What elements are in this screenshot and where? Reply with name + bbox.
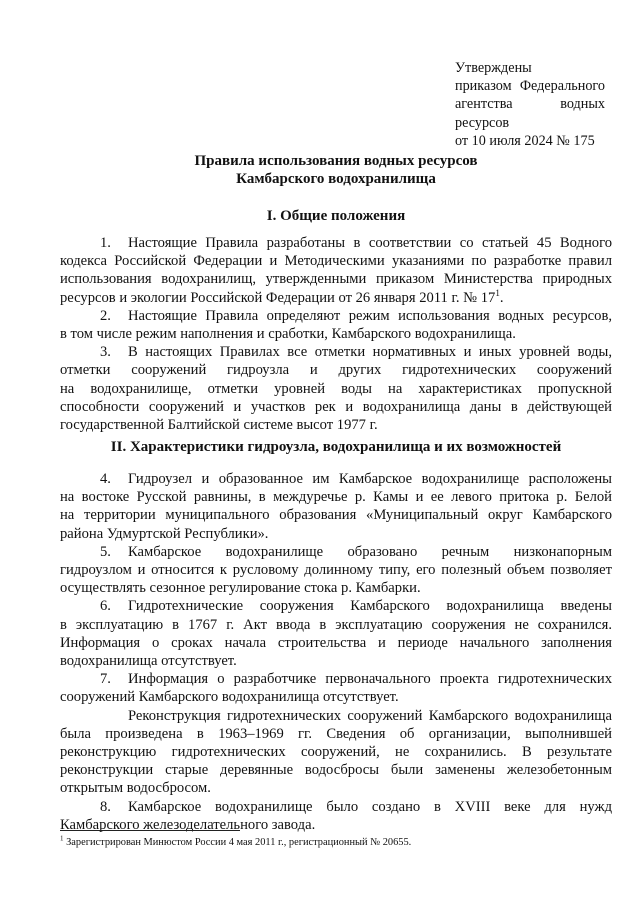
paragraph-text: Гидротехнические сооружения Камбарского водохранилища введены [128,598,612,615]
paragraph-text: на водохранилище, отметки уровней воды на характеристиках пропускной [60,380,612,397]
paragraph-7-continued [60,707,612,798]
paragraph-text: способности сооружений и участков рек и водохранилища даны в действующей [60,398,612,415]
paragraph-7 [60,670,612,706]
approval-word: приказом [455,78,512,95]
approval-line: от 10 июля 2024 № 175 [455,132,595,149]
paragraph-text: Настоящие Правила определяют режим использования водных ресурсов, [128,307,612,324]
paragraph-text: Реконструкция гидротехнических сооружений Камбарского водохранилища [128,707,612,724]
paragraph-text: В настоящих Правилах все отметки нормативных и иных уровней воды, [128,344,612,361]
paragraph-2 [60,307,612,343]
paragraph-text: открытым водосбросом. [60,780,211,797]
paragraph-text: сооружений Камбарского водохранилища отсутствует. [60,689,399,706]
paragraph-text: . [499,289,504,306]
paragraph-text: Камбарское водохранилище образовано речным низконапорным [128,543,612,560]
paragraph-number: 4. [100,471,111,487]
approval-line: агентства водных ресурсов [455,96,605,131]
title-line: Правила использования водных ресурсов [194,153,478,169]
approval-line: Утверждены [455,60,532,76]
paragraph-text: в том числе режим наполнения и сработки, Камбарского водохранилища. [60,326,516,343]
paragraph-text: реконструкции старые деревянные водосбросы были заменены железобетонным [60,762,612,779]
paragraph-text: на востоке Русской равнины, в междуречье р. Камы и ее левого притока р. Белой [60,489,612,506]
footnote-separator [60,830,240,831]
footnote-text: Зарегистрирован Минюстом России 4 мая 2011 г., регистрационный № 20655. [63,837,412,848]
paragraph-text: использования водохранилищ, утвержденными приказом Министерства природных [60,271,612,288]
paragraph-6 [60,597,612,670]
paragraph-4 [60,470,612,543]
footnote-mark: 1 [60,834,64,843]
paragraph-text: государственной Балтийской системе высот 1977 г. [60,417,378,434]
paragraph-text: Настоящие Правила разработаны в соответствии со статьей 45 Водного [128,235,612,251]
paragraph-text: осуществлять сезонное регулирование стока р. Камбарки. [60,580,421,597]
section-2-body [60,470,612,834]
paragraph-text: на территории муниципального образования «Муниципальный округ Камбарского [60,507,612,524]
footnote-ref[interactable]: 1 [495,287,500,298]
approval-word: Федерального [519,78,605,95]
document-title [60,152,612,188]
approval-stamp [455,59,605,150]
paragraph-text: отметки сооружений гидроузла и других гидротехнических сооружений [60,362,612,379]
approval-line [455,77,605,95]
paragraph-3 [60,343,612,434]
paragraph-text: Камбарское водохранилище было создано в XVIII веке для нужд [128,798,612,815]
footnote [60,836,612,849]
section-heading: I. Общие положения [266,208,406,224]
paragraph-text: в эксплуатацию в 1767 г. Акт ввода в эксплуатацию сооружения не сохранился. [60,616,612,633]
paragraph-text: Информация о сроках начала строительства и периоде начального заполнения [60,634,612,651]
paragraph-text: Гидроузел и образованное им Камбарское водохранилище расположены [128,471,612,487]
paragraph-text: Информация о разработчике первоначального проекта гидротехнических [128,671,612,688]
paragraph-text: района Удмуртской Республики». [60,525,269,542]
paragraph-number: 1. [100,235,111,251]
paragraph-text: была произведена в 1963–1969 гг. Сведения об организации, выполнившей [60,725,612,742]
paragraph-5 [60,543,612,598]
paragraph-number: 3. [100,344,111,361]
title-line: Камбарского водохранилища [236,171,436,188]
paragraph-number: 7. [100,671,111,688]
paragraph-1 [60,234,612,307]
paragraph-number: 6. [100,598,111,615]
paragraph-text: водохранилища отсутствует. [60,653,237,670]
paragraph-text: кодекса Российской Федерации и Методическими указаниями по разработке правил [60,253,612,270]
paragraph-8 [60,798,612,834]
paragraph-number: 8. [100,798,111,815]
paragraph-number: 5. [100,543,111,560]
section-1-body [60,234,612,434]
paragraph-text: ресурсов и экологии Российской Федерации от 26 января 2011 г. № 17 [60,289,496,306]
paragraph-number: 2. [100,307,111,324]
paragraph-text: Камбарского железоделательного завода. [60,816,316,833]
paragraph-text: гидроузлом и относится к русловому долинному типу, его полезный объем позволяет [60,562,612,579]
paragraph-text: реконструкцию гидротехнических сооружений, не сохранились. В результате [60,744,612,761]
section-heading: II. Характеристики гидроузла, водохранилища и их возможностей [110,439,562,455]
